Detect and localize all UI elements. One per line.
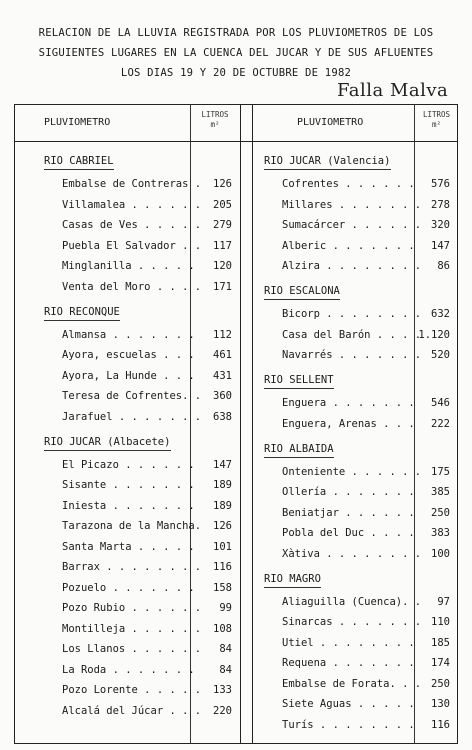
station-name: Turís . . . . . . . . [282, 718, 415, 731]
station-name: Jarafuel . . . . . . . [62, 410, 202, 423]
rainfall-value: 431 [213, 369, 232, 382]
rainfall-value: 171 [213, 280, 232, 293]
rainfall-value: 120 [213, 260, 232, 272]
rainfall-value: 189 [213, 499, 232, 512]
station-name: Enguera, Arenas . . . [282, 417, 415, 430]
rainfall-value: 133 [213, 684, 232, 696]
station-name: El Picazo . . . . . . [62, 458, 195, 471]
rainfall-value: 147 [213, 458, 232, 471]
rainfall-value: 130 [431, 698, 450, 710]
station-name: Sinarcas . . . . . . . [282, 616, 422, 628]
unit-top-left: LITROS [201, 110, 229, 119]
rainfall-value: 520 [431, 349, 450, 361]
unit-top-right: LITROS [422, 110, 451, 119]
rainfall-value: 205 [213, 198, 232, 211]
title-line-2: SIGUIENTES LUGARES EN LA CUENCA DEL JUCAR Y DE SUS AFLUENTES [38, 47, 434, 59]
station-name: Sumacárcer . . . . . . [282, 219, 422, 231]
section-underline [264, 587, 321, 588]
rainfall-value: 126 [213, 520, 232, 532]
station-name: Alberic . . . . . . . [282, 239, 415, 252]
header-unit-left [191, 110, 239, 130]
rainfall-value: 632 [431, 308, 450, 320]
section-underline [44, 320, 120, 321]
rainfall-value: 638 [213, 410, 232, 423]
rainfall-value: 385 [431, 486, 450, 498]
unit-bottom-right: m² [431, 120, 442, 129]
section-header: RIO SELLENT [264, 374, 334, 386]
rainfall-value: 360 [213, 390, 232, 402]
station-name: Pozuelo . . . . . . . [62, 581, 195, 594]
rainfall-value: 175 [431, 465, 450, 478]
rainfall-value: 116 [213, 561, 232, 573]
title-line-1: RELACION DE LA LLUVIA REGISTRADA POR LOS PLUVIOMETROS DE LOS [38, 27, 434, 39]
section-underline [264, 457, 334, 458]
header-unit-right [415, 110, 458, 130]
station-name: Santa Marta . . . . . [62, 540, 195, 553]
section-header: RIO JUCAR (Albacete) [44, 435, 171, 448]
section-header: RIO JUCAR (Valencia) [264, 155, 391, 167]
rainfall-value: 383 [431, 527, 450, 539]
station-name: Casa del Barón . . . . [282, 328, 422, 341]
rainfall-value: 1.120 [418, 328, 450, 341]
section-header: RIO MAGRO [264, 572, 321, 585]
station-name: Beniatjar . . . . . . [282, 506, 415, 519]
station-name: Villamalea . . . . . . [62, 198, 202, 211]
station-name: Casas de Ves . . . . . [62, 219, 202, 231]
header-station-right: PLUVIOMETRO [297, 117, 364, 128]
watermark: Falla Malva [337, 80, 449, 101]
section-header: RIO RECONQUE [44, 305, 120, 318]
rainfall-value: 461 [213, 349, 232, 361]
station-name: Embalse de Forata. . . [282, 677, 422, 690]
station-name: Alcalá del Júcar . . . [62, 704, 202, 717]
rainfall-value: 126 [213, 178, 232, 190]
rainfall-value: 110 [431, 616, 450, 628]
station-name: Sisante . . . . . . . [62, 479, 195, 491]
station-name: Barrax . . . . . . . . [62, 561, 202, 573]
rainfall-value: 279 [213, 219, 232, 231]
rainfall-value: 84 [219, 643, 232, 655]
center-divider [240, 104, 241, 744]
rainfall-value: 278 [431, 198, 450, 211]
rainfall-value: 189 [213, 479, 232, 491]
header-station-left: PLUVIOMETRO [44, 117, 111, 128]
station-name: Teresa de Cofrentes. . [62, 390, 202, 402]
station-name: Puebla El Salvador . . [62, 239, 202, 252]
rainfall-value: 97 [437, 595, 450, 608]
station-name: Enguera . . . . . . . [282, 397, 415, 409]
rainfall-value: 147 [431, 239, 450, 252]
rainfall-value: 174 [431, 657, 450, 669]
rainfall-value: 320 [431, 219, 450, 231]
station-name: Millares . . . . . . . [282, 198, 422, 211]
station-name: Venta del Moro . . . . [62, 280, 202, 293]
station-name: Montilleja . . . . . . [62, 622, 202, 635]
section-header: RIO ALBAIDA [264, 442, 334, 455]
station-name: Ollería . . . . . . . [282, 486, 415, 498]
rainfall-value: 220 [213, 704, 232, 717]
station-name: Requena . . . . . . . [282, 657, 415, 669]
section-underline [44, 169, 114, 170]
unit-bottom-left: m² [210, 120, 220, 129]
station-name: Pozo Lorente . . . . . [62, 684, 202, 696]
station-name: Pozo Rubio . . . . . . [62, 602, 202, 614]
station-name: Bicorp . . . . . . . . [282, 308, 422, 320]
rainfall-value: 250 [431, 506, 450, 519]
station-name: Xàtiva . . . . . . . . [282, 547, 422, 560]
section-underline [44, 450, 171, 451]
station-name: Ayora, escuelas . . . [62, 349, 195, 361]
section-header: RIO ESCALONA [264, 285, 340, 297]
rainfall-value: 250 [431, 677, 450, 690]
rainfall-value: 117 [213, 239, 232, 252]
rainfall-value: 100 [431, 547, 450, 560]
rainfall-value: 185 [431, 636, 450, 649]
station-name: Almansa . . . . . . . [62, 328, 195, 341]
station-name: Navarrés . . . . . . . [282, 349, 422, 361]
station-name: Minglanilla . . . . . [62, 260, 195, 272]
rainfall-value: 576 [431, 178, 450, 190]
rainfall-value: 116 [431, 718, 450, 731]
section-header: RIO CABRIEL [44, 155, 114, 167]
section-underline [264, 299, 340, 300]
rainfall-value: 84 [219, 663, 232, 676]
station-name: Cofrentes . . . . . . [282, 178, 415, 190]
rainfall-value: 86 [437, 260, 450, 272]
rainfall-value: 108 [213, 622, 232, 635]
rainfall-value: 101 [213, 540, 232, 553]
rainfall-value: 158 [213, 581, 232, 594]
rainfall-value: 112 [213, 328, 232, 341]
station-name: Siete Aguas . . . . . [282, 698, 415, 710]
station-name: Onteniente . . . . . . [282, 465, 422, 478]
station-name: Los Llanos . . . . . . [62, 643, 202, 655]
title-line-3: LOS DIAS 19 Y 20 DE OCTUBRE DE 1982 [120, 67, 352, 79]
station-name: Alzira . . . . . . . . [282, 260, 422, 272]
station-name: Utiel . . . . . . . . [282, 636, 415, 649]
station-name: Embalse de Contreras . [62, 178, 202, 190]
rainfall-value: 99 [219, 602, 232, 614]
section-underline [264, 169, 391, 170]
station-name: Aliaguilla (Cuenca). . [282, 595, 422, 608]
section-underline [264, 388, 334, 389]
rainfall-value: 546 [431, 397, 450, 409]
station-name: Pobla del Duc . . . . [282, 527, 415, 539]
station-name: Ayora, La Hunde . . . [62, 369, 195, 382]
station-name: La Roda . . . . . . . [62, 663, 195, 676]
center-divider-2 [252, 104, 253, 744]
header-divider [14, 141, 458, 142]
station-name: Tarazona de la Mancha. [62, 520, 202, 532]
station-name: Iniesta . . . . . . . [62, 499, 195, 512]
rainfall-value: 222 [431, 417, 450, 430]
